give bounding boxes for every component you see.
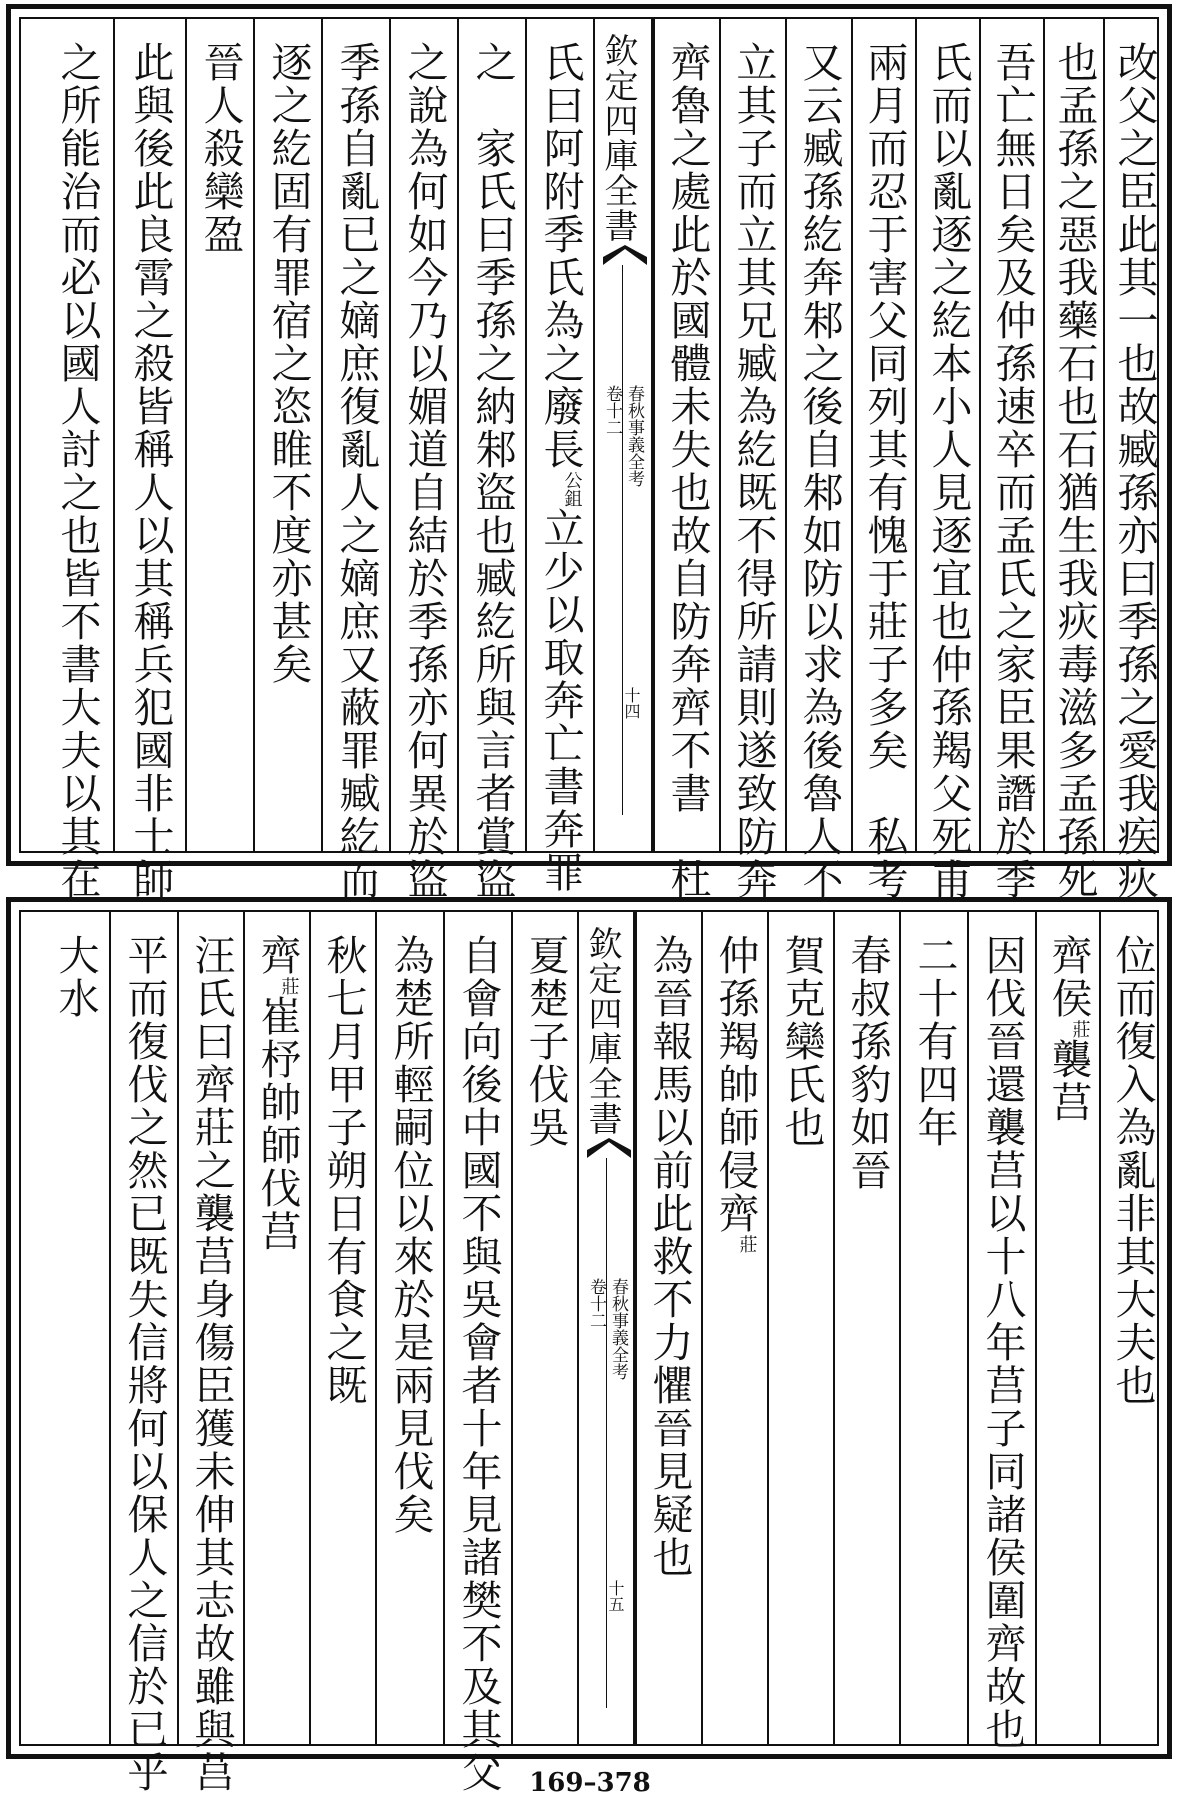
text-line: 又云臧孫紇奔邾之後自邾如防以求為後魯人不 (795, 41, 844, 901)
text-column (113, 19, 185, 901)
text-column (851, 19, 915, 901)
text-line: 之說為何如今乃以媚道自結於季孫亦何異於盜 (400, 41, 449, 901)
page-number: 十五 (606, 1580, 625, 1612)
text-column (1103, 19, 1163, 901)
text-column (253, 19, 321, 851)
text-line: 賀克欒氏也 (777, 934, 826, 1149)
text-column (41, 912, 109, 1744)
text-column (1043, 19, 1103, 901)
volume-label: 卷十二 (586, 1278, 606, 1329)
text-line: 兩月而忍于害父同列其有愧于莊子多矣 私考 (860, 41, 909, 901)
text-line: 夏楚子伐吳 (521, 934, 570, 1149)
text-line: 之 家氏曰季孫之納邾盜也臧紇所與言者賞盜 (468, 41, 517, 901)
text-line: 自會向後中國不與吳會者十年見諸樊不及其父 (454, 934, 503, 1794)
text-column (915, 19, 979, 901)
collection-title: 欽定四庫全書 (598, 33, 638, 243)
text-line: 齊魯之處此於國體未失也故自防奔齊不書 杜 (663, 41, 712, 901)
top-page-frame (19, 17, 1159, 901)
text-column (1035, 912, 1099, 1744)
text-column (979, 19, 1043, 901)
text-line: 平而復伐之然已既失信將何以保人之信於已乎 (120, 934, 169, 1794)
center-band (593, 19, 653, 851)
text-line: 大水 (51, 934, 100, 1020)
fish-tail-mark (587, 1138, 631, 1158)
book-title: 春秋事義全考 (608, 1278, 628, 1380)
text-line: 位而復入為亂非其大夫也 (1108, 934, 1157, 1407)
text-line: 春叔孫豹如晉 (843, 934, 892, 1192)
text-column (1099, 912, 1163, 1744)
interlinear-note: 莊 (278, 977, 300, 995)
volume-label: 卷十二 (602, 385, 622, 436)
interlinear-note: 莊 (736, 1235, 758, 1253)
text-line: 因伐晉還襲莒以十八年莒子同諸侯圍齊故也 (978, 934, 1027, 1751)
text-column (185, 19, 253, 851)
text-column (833, 912, 899, 1744)
text-line: 仲孫羯帥師侵齊$^莊$ (711, 934, 760, 1253)
text-line: 也孟孫之惡我藥石也石猶生我疢毒滋多孟孫死 (1050, 41, 1099, 901)
text-line: 之所能治而必以國人討之也皆不書大夫以其在 (53, 41, 102, 901)
text-column (309, 912, 375, 1744)
text-line: 此與後此良霄之殺皆稱人以其稱兵犯國非士師 (126, 41, 175, 901)
text-line: 齊侯$^莊$襲莒 (1044, 934, 1093, 1124)
text-column (525, 19, 593, 894)
text-column (243, 912, 309, 1744)
text-column (443, 912, 511, 1794)
text-column (785, 19, 851, 901)
text-line: 二十有四年 (910, 934, 959, 1149)
text-column (41, 19, 113, 901)
top-page (6, 4, 1172, 901)
text-line: 汪氏曰齊莊之襲莒身傷臣獲未伸其志故雖與莒 (187, 934, 236, 1794)
text-line: 逐之紇固有罪宿之恣睢不度亦甚矣 (264, 41, 313, 686)
text-line: 氏曰阿附季氏為之廢長$^{公鉏}$立少以取奔亡書奔罪 (536, 41, 585, 894)
text-line: 季孫自亂已之嫡庶復亂人之嫡庶又蔽罪臧紇而 (332, 41, 381, 901)
text-column (899, 912, 967, 1744)
fish-tail-mark (603, 245, 647, 265)
text-column (967, 912, 1035, 1751)
text-line: 為楚所輕嗣位以來於是兩見伐矣 (386, 934, 435, 1536)
folio-number: 169–378 (529, 1768, 651, 1798)
book-title: 春秋事義全考 (624, 385, 644, 487)
text-column (321, 19, 389, 901)
text-line: 秋七月甲子朔日有食之既 (319, 934, 368, 1407)
interlinear-note: 莊 (1069, 1020, 1091, 1038)
center-band (577, 912, 635, 1744)
text-column (701, 912, 767, 1744)
text-column (457, 19, 525, 901)
center-rule (622, 265, 623, 815)
text-line: 齊$^莊$崔杼帥師伐莒 (253, 934, 302, 1253)
text-column (375, 912, 443, 1744)
text-column (719, 19, 785, 901)
text-line: 為晉報馬以前此救不力懼晉見疑也 (645, 934, 694, 1579)
text-column (177, 912, 243, 1794)
text-line: 立其子而立其兄臧為紇既不得所請則遂致防奔 (729, 41, 778, 901)
text-line: 晉人殺欒盈 (196, 41, 245, 256)
page-number: 十四 (622, 687, 641, 719)
text-column (109, 912, 177, 1794)
text-line: 吾亡無日矣及仲孫速卒而孟氏之家臣果譖於季 (988, 41, 1037, 901)
text-column (511, 912, 577, 1744)
text-line: 改父之臣此其一也故臧孫亦曰季孫之愛我疾疢 (1110, 41, 1159, 901)
text-column (767, 912, 833, 1744)
center-rule (606, 1158, 607, 1708)
text-column (635, 912, 701, 1744)
text-line: 氏而以亂逐之紇本小人見逐宜也仲孫羯父死甫 (924, 41, 973, 901)
interlinear-note: 公鉏 (561, 471, 583, 507)
collection-title: 欽定四庫全書 (582, 926, 622, 1136)
text-column (653, 19, 719, 901)
text-column (389, 19, 457, 901)
